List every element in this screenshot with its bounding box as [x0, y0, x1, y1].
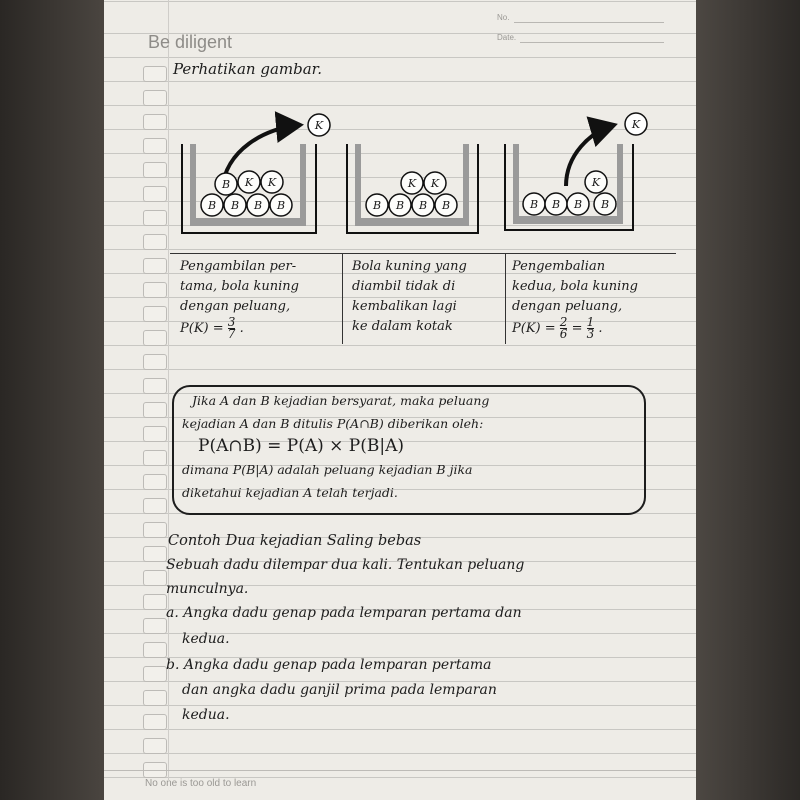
box-2-wall-left	[355, 144, 361, 224]
ball-label: K	[244, 176, 254, 189]
table-top-border	[170, 253, 676, 254]
box-2-wall-right	[463, 144, 469, 224]
box-1-floor	[190, 218, 306, 226]
fraction-numerator: 2	[559, 315, 568, 329]
ball-label: B	[221, 178, 231, 191]
table-cell-3-line: dengan peluang,	[512, 299, 623, 314]
box-1-wall-left	[190, 144, 196, 224]
ball-label: B	[253, 199, 263, 212]
example-b-line-1: b. Angka dadu genap pada lemparan pertama	[166, 657, 492, 673]
fraction	[228, 317, 236, 340]
table-cell-2-line: Bola kuning yang	[352, 259, 467, 274]
ball-label: B	[418, 199, 428, 212]
table-cell-3-formula	[512, 317, 638, 340]
definition-line-2: kejadian A dan B ditulis P(A∩B) diberikan oleh:	[182, 416, 484, 431]
ball-label: B	[230, 199, 240, 212]
example-b-line-2: dan angka dadu ganjil prima pada lemparan	[182, 682, 497, 698]
formula-text: P(K) =	[180, 321, 224, 336]
fraction	[587, 317, 595, 340]
table-cell-1-line: tama, bola kuning	[180, 279, 299, 294]
table-cell-1-line: dengan peluang,	[180, 299, 291, 314]
formula-equals: =	[571, 321, 583, 336]
no-label: No.	[497, 13, 510, 22]
example-a-line-1: a. Angka dadu genap pada lemparan pertama dan	[166, 605, 522, 621]
ball-label: B	[551, 198, 561, 211]
table-divider-2	[505, 253, 506, 344]
table-cell-2-line: ke dalam kotak	[352, 319, 453, 334]
definition-line-3: dimana P(B|A) adalah peluang kejadian B jika	[182, 462, 473, 477]
ball-label: B	[372, 199, 382, 212]
box-1-outside-ball-label: K	[314, 119, 324, 132]
example-line-2: munculnya.	[166, 581, 249, 597]
definition-line-1: Jika A dan B kejadian bersyarat, maka peluang	[192, 393, 490, 408]
ball-label: B	[600, 198, 610, 211]
ball-label: K	[591, 176, 601, 189]
box-3-wall-right	[617, 144, 623, 222]
formula-text: P(K) =	[512, 321, 556, 336]
example-line-1: Sebuah dadu dilempar dua kali. Tentukan peluang	[166, 557, 525, 573]
table-cell-3	[512, 257, 638, 340]
table-cell-3-line: Pengembalian	[512, 259, 606, 274]
box-3-outside-ball-label: K	[631, 118, 641, 131]
ball-label: K	[430, 177, 440, 190]
formula-suffix: .	[598, 321, 603, 336]
table-cell-3-line: kedua, bola kuning	[512, 279, 638, 294]
ball-label: K	[267, 176, 277, 189]
fraction-numerator: 1	[586, 315, 595, 329]
box-2-floor	[355, 218, 469, 226]
fraction	[560, 317, 568, 340]
table-divider-1	[342, 253, 343, 344]
footer-motto: No one is too old to learn	[145, 778, 257, 789]
example-heading: Contoh Dua kejadian Saling bebas	[168, 533, 422, 549]
box-3-wall-left	[513, 144, 519, 222]
fraction-denominator: 3	[586, 327, 595, 341]
footer-rule	[104, 770, 696, 771]
table-cell-1-formula	[180, 317, 299, 340]
table-cell-2	[352, 257, 467, 337]
date-label: Date.	[497, 33, 517, 42]
definition-line-4: diketahui kejadian A telah terjadi.	[182, 485, 398, 500]
ball-label: B	[441, 199, 451, 212]
ball-label: K	[407, 177, 417, 190]
fraction-denominator: 7	[227, 327, 236, 341]
table-cell-2-line: diambil tidak di	[352, 279, 456, 294]
fraction-denominator: 6	[559, 327, 568, 341]
table-cell-2-line: kembalikan lagi	[352, 299, 457, 314]
example-b-line-3: kedua.	[182, 707, 230, 723]
ball-label: B	[207, 199, 217, 212]
table-cell-1	[180, 257, 299, 340]
fraction-numerator: 3	[227, 315, 236, 329]
example-a-line-2: kedua.	[182, 631, 230, 647]
definition-formula: P(A∩B) = P(A) × P(B|A)	[198, 436, 405, 456]
page-title: Perhatikan gambar.	[173, 60, 322, 78]
ball-label: B	[395, 199, 405, 212]
brand-logo: Be diligent	[148, 32, 233, 52]
ball-label: B	[276, 199, 286, 212]
ball-label: B	[529, 198, 539, 211]
formula-suffix: .	[239, 321, 244, 336]
box-3	[505, 125, 633, 230]
box-3-floor	[513, 216, 623, 224]
box-1-wall-right	[300, 144, 306, 224]
table-cell-1-line: Pengambilan per-	[180, 259, 297, 274]
ball-label: B	[573, 198, 583, 211]
